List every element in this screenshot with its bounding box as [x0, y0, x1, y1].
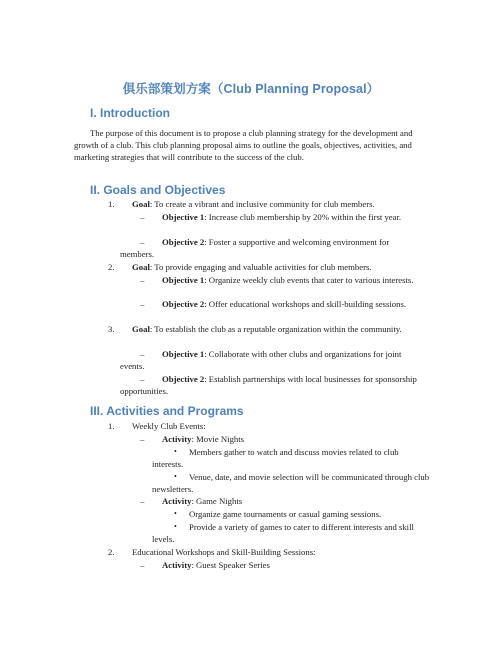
objective-item — [120, 236, 420, 260]
dash-marker: – — [140, 496, 145, 506]
document-title: 俱乐部策划方案（Club Planning Proposal） — [122, 82, 380, 96]
objective-label: Objective 2 — [162, 374, 205, 384]
goal-item — [132, 261, 432, 273]
introduction-paragraph: The purpose of this document is to propose a club planning strategy for the development and growth of a club. This club planning proposal aims to outline the goals, objectives, activities, and marketing strategies that will contribute to the success of the club. — [74, 128, 413, 163]
program-number: 2. — [108, 547, 115, 557]
dash-marker: – — [140, 237, 145, 247]
goal-text: : To create a vibrant and inclusive community for club members. — [149, 199, 375, 209]
dash-marker: – — [140, 374, 145, 384]
goal-number: 2. — [108, 262, 115, 272]
activity-item — [162, 433, 244, 445]
goal-number: 1. — [108, 199, 115, 209]
activity-text: : Guest Speaker Series — [191, 560, 270, 570]
program-item: Educational Workshops and Skill-Building Sessions: — [132, 547, 316, 557]
activity-label: Activity — [162, 496, 192, 506]
objective-label: Objective 1 — [162, 275, 205, 285]
goal-text: : To establish the club as a reputable organization within the community. — [149, 324, 402, 334]
bullet-marker: • — [174, 472, 177, 481]
bullet-marker: • — [174, 509, 177, 518]
bullet-marker: • — [174, 522, 177, 531]
objective-label: Objective 2 — [162, 237, 205, 247]
objective-text: : Collaborate with other clubs and organizations for joint events. — [120, 349, 402, 372]
objective-label: Objective 1 — [162, 349, 205, 359]
activity-item — [162, 495, 242, 507]
objective-label: Objective 1 — [162, 212, 205, 222]
goal-item — [90, 323, 420, 335]
section-heading-introduction: I. Introduction — [90, 106, 170, 120]
objective-text: : Organize weekly club events that cater to various interests. — [204, 275, 414, 285]
objective-text: : Foster a supportive and welcoming environment for members. — [120, 237, 390, 260]
dash-marker: – — [140, 349, 145, 359]
goal-label: Goal — [132, 262, 150, 272]
activity-label: Activity — [162, 434, 192, 444]
objective-item — [120, 211, 435, 223]
activity-text: : Movie Nights — [191, 434, 245, 444]
objective-item — [120, 348, 420, 372]
program-item: Weekly Club Events: — [132, 421, 206, 431]
goal-item — [132, 198, 432, 210]
activity-text: : Game Nights — [191, 496, 243, 506]
dash-marker: – — [140, 275, 145, 285]
objective-text: : Offer educational workshops and skill-building sessions. — [204, 299, 407, 309]
dash-marker: – — [140, 560, 145, 570]
section-heading-goals: II. Goals and Objectives — [90, 183, 226, 197]
goal-label: Goal — [132, 199, 150, 209]
objective-item — [120, 298, 420, 310]
dash-marker: – — [140, 299, 145, 309]
activity-label: Activity — [162, 560, 192, 570]
bullet-item: Organize game tournaments or casual gaming sessions. — [189, 509, 382, 519]
goal-text: : To provide engaging and valuable activities for club members. — [149, 262, 372, 272]
objective-text: : Establish partnerships with local businesses for sponsorship opportunities. — [120, 374, 417, 397]
activity-item — [162, 559, 270, 571]
bullet-item: Venue, date, and movie selection will be communicated through club newsletters. — [152, 472, 430, 495]
objective-item — [120, 274, 430, 286]
objective-item — [120, 373, 420, 397]
objective-text: : Increase club membership by 20% within the first year. — [204, 212, 402, 222]
bullet-item: Provide a variety of games to cater to different interests and skill levels. — [152, 522, 414, 545]
dash-marker: – — [140, 434, 145, 444]
section-heading-activities: III. Activities and Programs — [90, 404, 244, 418]
program-number: 1. — [108, 421, 115, 431]
goal-number: 3. — [108, 324, 115, 334]
dash-marker: – — [140, 212, 145, 222]
objective-label: Objective 2 — [162, 299, 205, 309]
goal-label: Goal — [132, 324, 150, 334]
bullet-item: Members gather to watch and discuss movies related to club interests. — [152, 447, 399, 470]
bullet-marker: • — [174, 447, 177, 456]
